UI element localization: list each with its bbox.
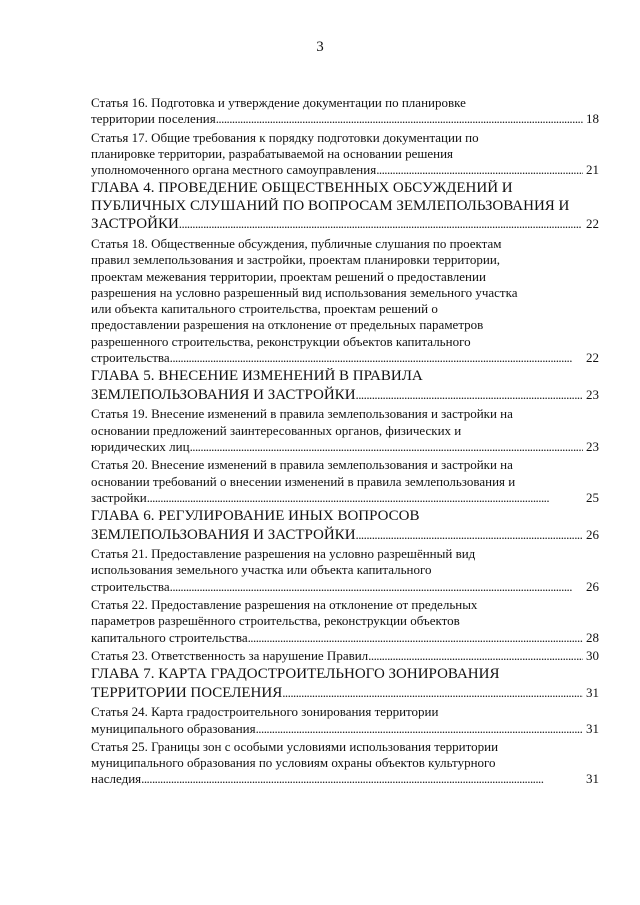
toc-entry-text-line: ЗЕМЛЕПОЛЬЗОВАНИЯ И ЗАСТРОЙКИ [91,386,356,403]
dot-leader [170,579,583,595]
toc-entry-text-line: ЗЕМЛЕПОЛЬЗОВАНИЯ И ЗАСТРОЙКИ [91,526,356,543]
toc-entry-text-line: разрешенного строительства, реконструкции объектов капитального [91,333,471,349]
toc-entry-last-line [91,490,599,506]
toc-entry-last-line [91,162,599,178]
dot-leader [141,771,583,787]
toc-page-number: 25 [586,489,599,505]
toc-chapter-entry[interactable] [91,180,599,234]
toc-page-number: 18 [586,111,599,127]
toc-entry-text-line: Статья 18. Общественные обсуждения, публичные слушания по проектам [91,235,502,251]
toc-entry-text-line: Статья 22. Предоставление разрешения на отклонение от предельных [91,597,478,613]
toc-entry-text-line: Статья 23. Ответственность за нарушение Правил [91,647,369,663]
dot-leader [376,162,583,178]
toc-page-number: 22 [586,350,599,366]
toc-entry-last-line [91,439,599,455]
dot-leader [256,721,583,737]
toc-entry-text-line: муниципального образования по условиям охраны объектов культурного [91,755,496,771]
toc-page-number: 31 [586,720,599,736]
toc-entry-last-line [91,684,599,703]
toc-article-entry[interactable] [91,704,599,737]
toc-entry-last-line [91,215,599,234]
toc-article-entry[interactable] [91,546,599,595]
toc-entry-text-line: Статья 16. Подготовка и утверждение документации по планировке [91,95,466,110]
toc-page-number: 23 [586,386,599,402]
toc-entry-text-line: наследия [91,771,142,787]
toc-entry-last-line [91,111,599,127]
toc-entry-text-line: ГЛАВА 6. РЕГУЛИРОВАНИЕ ИНЫХ ВОПРОСОВ [91,508,420,525]
toc-entry-text-line: территории поселения [91,111,216,127]
toc-page-number: 30 [586,647,599,663]
toc-entry-text-line: ГЛАВА 4. ПРОВЕДЕНИЕ ОБЩЕСТВЕННЫХ ОБСУЖДЕНИЙ И [91,180,513,197]
table-of-contents [91,95,599,790]
toc-entry-text-line: ГЛАВА 7. КАРТА ГРАДОСТРОИТЕЛЬНОГО ЗОНИРОВАНИЯ [91,666,500,683]
toc-article-entry[interactable] [91,739,599,788]
toc-chapter-entry[interactable] [91,666,599,702]
toc-entry-last-line [91,721,599,737]
toc-entry-text-line: строительства [91,350,170,366]
toc-entry-last-line [91,630,599,646]
toc-entry-text-line: Статья 17. Общие требования к порядку подготовки документации по [91,129,479,145]
dot-leader [190,439,583,455]
toc-article-entry[interactable] [91,95,599,128]
toc-entry-text-line: ГЛАВА 5. ВНЕСЕНИЕ ИЗМЕНЕНИЙ В ПРАВИЛА [91,368,423,385]
dot-leader [356,526,583,544]
toc-entry-text-line: Статья 25. Границы зон с особыми условиями использования территории [91,738,499,754]
toc-entry-text-line: Статья 21. Предоставление разрешения на условно разрешённый вид [91,546,476,562]
toc-page-number: 22 [586,216,599,232]
toc-page-number: 31 [586,771,599,787]
dot-leader [282,684,583,702]
toc-entry-text-line: планировке территории, разрабатываемой на основании решения [91,145,454,161]
toc-article-entry[interactable] [91,130,599,179]
toc-entry-text-line: ПУБЛИЧНЫХ СЛУШАНИЙ ПО ВОПРОСАМ ЗЕМЛЕПОЛЬЗОВАНИЯ И [91,197,570,214]
page-number: 3 [316,39,324,55]
dot-leader [356,386,583,404]
toc-article-entry[interactable] [91,406,599,455]
toc-page-number: 23 [586,438,599,454]
dot-leader [179,215,583,233]
toc-chapter-entry[interactable] [91,508,599,544]
toc-entry-text-line: уполномоченного органа местного самоуправления [91,162,377,178]
toc-entry-text-line: параметров разрешённого строительства, реконструкции объектов [91,613,460,629]
toc-page-number: 28 [586,629,599,645]
toc-entry-text-line: Статья 19. Внесение изменений в правила землепользования и застройки на [91,406,513,422]
toc-entry-text-line: основании предложений заинтересованных органов, физических и [91,422,462,438]
toc-article-entry[interactable] [91,457,599,506]
dot-leader [170,350,583,366]
dot-leader [368,648,583,664]
toc-entry-last-line [91,526,599,545]
toc-entry-text-line: разрешения на условно разрешенный вид использования земельного участка [91,284,518,300]
dot-leader [248,630,583,646]
toc-entry-text-line: Статья 24. Карта градостроительного зонирования территории [91,704,439,720]
toc-entry-text-line: юридических лиц [91,438,190,454]
toc-entry-last-line [91,579,599,595]
toc-page-number: 31 [586,684,599,700]
dot-leader [216,111,583,127]
toc-entry-last-line [91,386,599,405]
toc-entry-text-line: застройки [91,489,147,505]
toc-entry-text-line: муниципального образования [91,720,256,736]
toc-entry-last-line [91,350,599,366]
toc-entry-text-line: предоставлении разрешения на отклонение от предельных параметров [91,317,484,333]
toc-entry-text-line: основании требований о внесении изменений в правила землепользования и [91,473,516,489]
toc-entry-text-line: или объекта капитального строительства, проектам решений о [91,301,438,317]
toc-article-entry[interactable] [91,597,599,646]
toc-entry-text-line: ЗАСТРОЙКИ [91,216,179,233]
dot-leader [147,490,583,506]
toc-page-number: 21 [586,162,599,178]
toc-entry-text-line: проектам межевания территории, проектам решений о предоставлении [91,268,486,284]
toc-entry-text-line: правил землепользования и застройки, проектам планировки территории, [91,252,501,268]
toc-entry-text-line: Статья 20. Внесение изменений в правила землепользования и застройки на [91,457,513,473]
toc-entry-text-line: ТЕРРИТОРИИ ПОСЕЛЕНИЯ [91,684,283,701]
toc-entry-text-line: строительства [91,578,170,594]
toc-page-number: 26 [586,578,599,594]
toc-entry-text-line: использования земельного участка или объекта капитального [91,562,432,578]
toc-article-entry[interactable] [91,648,599,664]
toc-article-entry[interactable] [91,236,599,366]
toc-entry-last-line [91,648,599,664]
toc-chapter-entry[interactable] [91,368,599,404]
toc-entry-last-line [91,771,599,787]
toc-page-number: 26 [586,526,599,542]
toc-entry-text-line: капитального строительства [91,629,248,645]
